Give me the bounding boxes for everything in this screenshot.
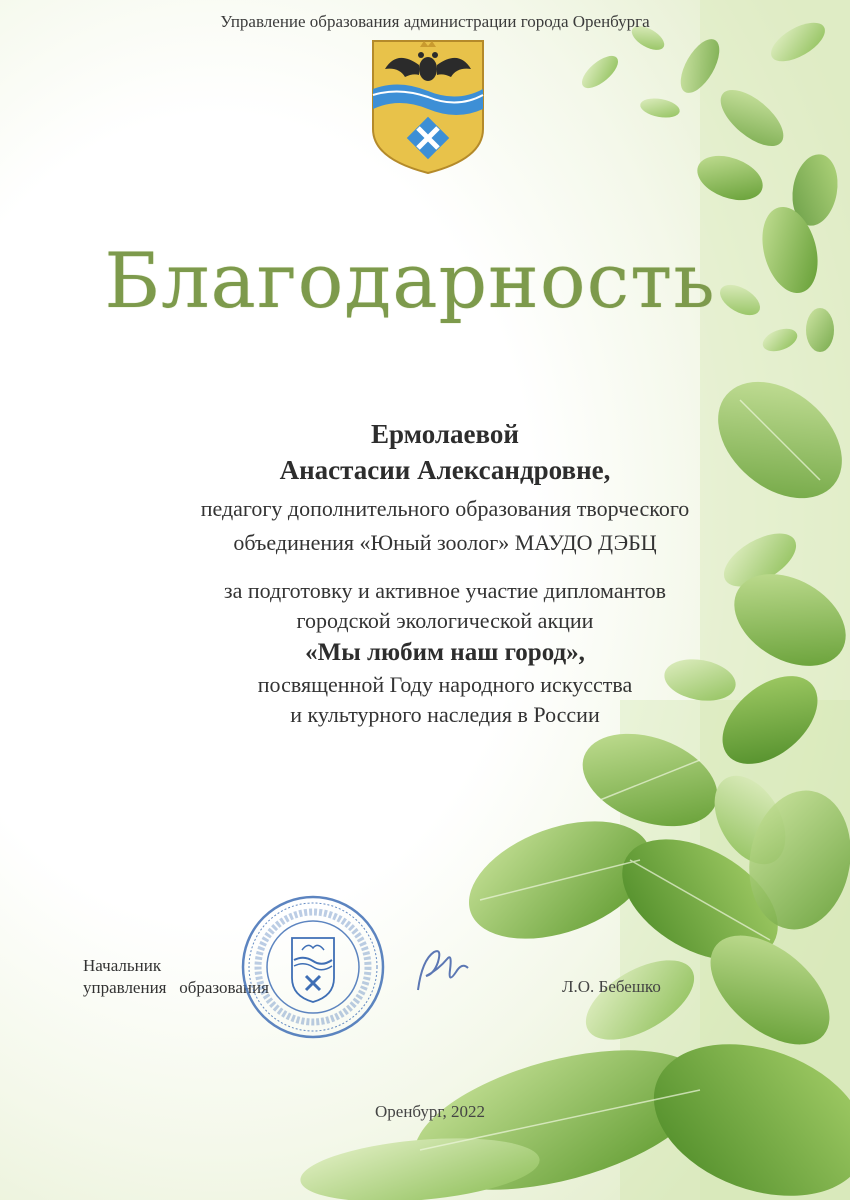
signer-title-line-1: Начальник — [83, 956, 162, 975]
recipient-given-names: Анастасии Александровне, — [279, 455, 611, 485]
reason-line-2: городской экологической акции — [296, 608, 594, 633]
recipient-surname: Ермолаевой — [371, 419, 519, 449]
place-and-date: Оренбург, 2022 — [375, 1102, 485, 1121]
signer-name: Л.О. Бебешко — [562, 977, 661, 996]
position-line-2: объединения «Юный зоолог» МАУДО ДЭБЦ — [233, 530, 657, 555]
event-name: «Мы любим наш город», — [305, 639, 585, 666]
recipient-position — [120, 492, 770, 560]
position-line-1: педагогу дополнительного образования творческого — [200, 496, 690, 521]
recipient-name — [120, 416, 770, 488]
coat-of-arms-icon — [369, 37, 487, 177]
organization-header: Управление образования администрации города Оренбурга — [220, 12, 650, 31]
reason-line-4: и культурного наследия в России — [290, 702, 600, 727]
official-seal-icon — [238, 892, 388, 1042]
certificate-title: Благодарность — [104, 236, 716, 325]
reason-line-1: за подготовку и активное участие дипломантов — [223, 578, 667, 603]
reason-line-3: посвященной Году народного искусства — [257, 672, 633, 697]
award-reason — [120, 576, 770, 730]
signature-icon — [408, 940, 478, 1000]
signer-title-line-2: управления образования — [83, 978, 269, 997]
